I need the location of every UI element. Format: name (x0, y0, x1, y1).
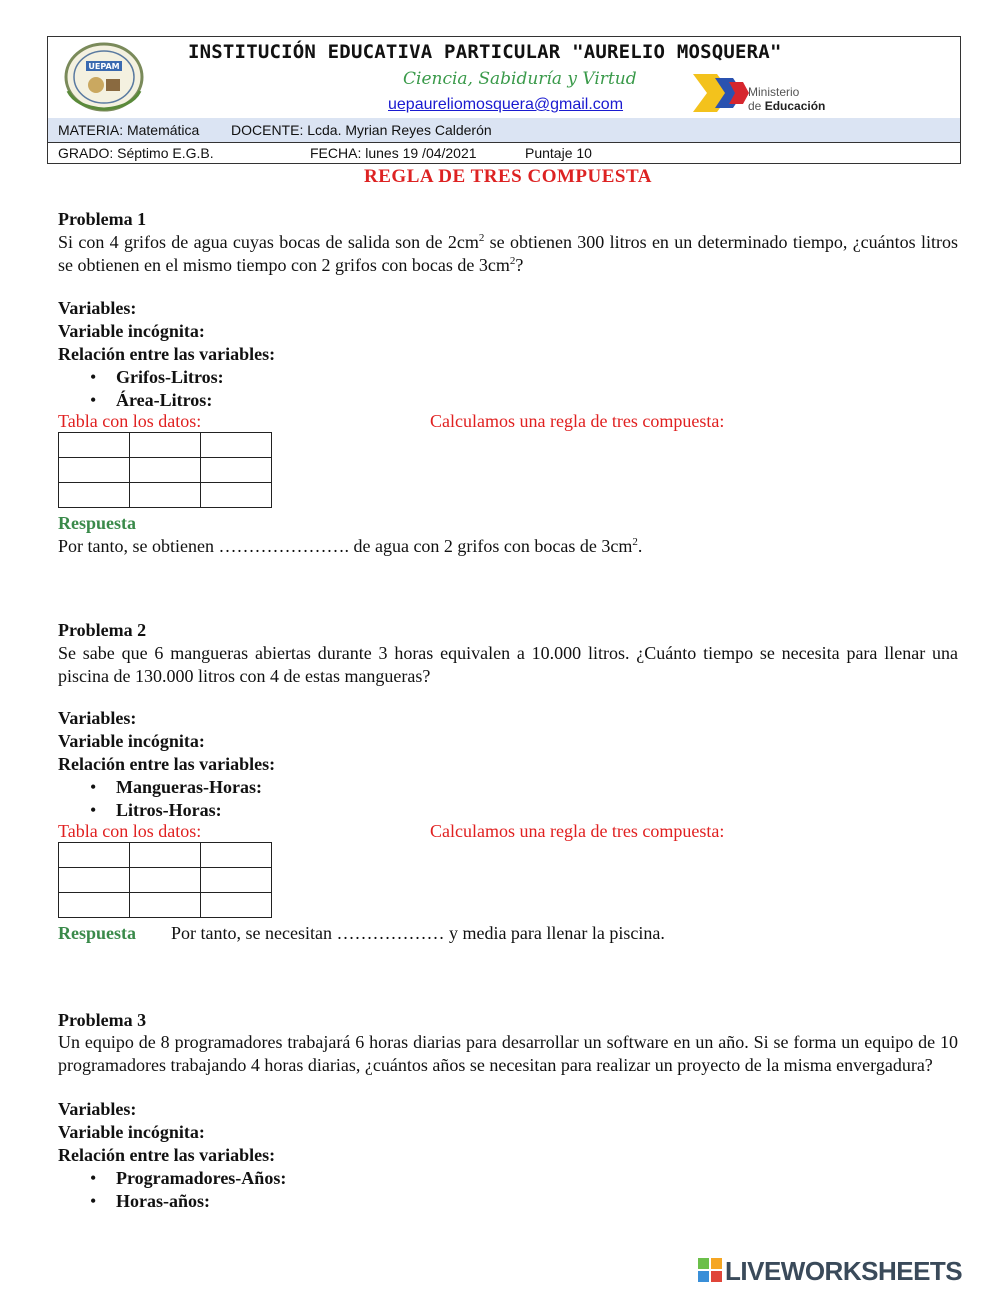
problem-1-answer-label: Respuesta (58, 513, 137, 533)
header-box (47, 36, 961, 164)
problem-1-text-b: se obtienen 300 litros en un determinado tiempo, ¿cuántos litros se obtienen en el mismo tiempo con 2 grifos con bocas de 3cm (58, 232, 959, 275)
table-cell[interactable] (201, 843, 272, 868)
problem-3-statement: Un equipo de 8 programadores trabajará 6 horas diarias para desarrollar un software en un año. Si se forma un equipo de 10 programadores trabajando 4 horas diarias, ¿cuántos años se necesitan para realizar un proyecto de la misma envergadura? (58, 1032, 958, 1075)
problem-1-text-a: Si con 4 grifos de agua cuyas bocas de salida son de 2cm (58, 232, 479, 252)
page-title: REGLA DE TRES COMPUESTA (364, 166, 652, 187)
liveworksheets-icon (698, 1258, 722, 1284)
liveworksheets-text: LIVEWORKSHEETS (725, 1256, 963, 1286)
table-cell[interactable] (59, 483, 130, 508)
table-cell[interactable] (130, 433, 201, 458)
problem-3-relation-item: • Programadores-Años: (116, 1167, 716, 1190)
problem-1-text-c: ? (515, 255, 524, 275)
problem-2-answer-label: Respuesta (58, 923, 137, 943)
table-cell[interactable] (130, 893, 201, 918)
table-cell[interactable] (130, 458, 201, 483)
table-cell[interactable] (201, 893, 272, 918)
table-cell[interactable] (201, 483, 272, 508)
problem-1-relation-label: Relación entre las variables: (58, 344, 276, 364)
problem-1-incognita-label: Variable incógnita: (58, 321, 205, 341)
problem-2-answer: Por tanto, se necesitan ……………… y media para llenar la piscina. (171, 923, 665, 943)
problem-2-variables-label: Variables: (58, 708, 137, 728)
school-logo-text: UEPAM (88, 62, 120, 71)
liveworksheets-logo (698, 1256, 998, 1286)
header-subject-row (48, 118, 960, 143)
score-field: Puntaje 10 (525, 145, 592, 161)
table-cell[interactable] (201, 868, 272, 893)
problem-3-variables-label: Variables: (58, 1099, 137, 1119)
table-cell[interactable] (130, 868, 201, 893)
table-cell[interactable] (130, 843, 201, 868)
table-cell[interactable] (201, 433, 272, 458)
problem-1-table-label: Tabla con los datos: (58, 411, 202, 431)
problem-1-answer-sup: 2 (632, 536, 638, 548)
table-cell[interactable] (201, 458, 272, 483)
problem-2-relation-item: • Mangueras-Horas: (116, 776, 716, 799)
table-cell[interactable] (59, 868, 130, 893)
problem-2-statement: Se sabe que 6 mangueras abiertas durante 3 horas equivalen a 10.000 litros. ¿Cuánto tiempo se necesita para llenar una piscina de 130.000 litros con 4 de estas mangueras? (58, 643, 958, 686)
table-cell[interactable] (59, 843, 130, 868)
problem-1-relation-item: • Área-Litros: (116, 389, 716, 412)
problem-2-data-table (58, 842, 272, 918)
institution-name: INSTITUCIÓN EDUCATIVA PARTICULAR "AURELIO MOSQUERA" (188, 41, 782, 63)
problem-1-title: Problema 1 (58, 209, 147, 229)
problem-1-answer-text: Por tanto, se obtienen …………………. de agua con 2 grifos con bocas de 3cm (58, 536, 633, 556)
problem-1-variables-label: Variables: (58, 298, 137, 318)
ministry-line2-prefix: de (748, 99, 765, 113)
ministry-line2-bold: Educación (764, 99, 826, 113)
problem-2-relation-label: Relación entre las variables: (58, 754, 276, 774)
table-cell[interactable] (59, 458, 130, 483)
problem-1-statement (58, 231, 958, 277)
school-logo-icon (56, 41, 152, 113)
subject-field: MATERIA: Matemática (58, 122, 200, 138)
teacher-field: DOCENTE: Lcda. Myrian Reyes Calderón (231, 122, 492, 138)
problem-1-sup-b: 2 (509, 255, 516, 267)
problem-3-title: Problema 3 (58, 1010, 147, 1030)
problem-2-table-label: Tabla con los datos: (58, 821, 202, 841)
problem-3-relation-label: Relación entre las variables: (58, 1145, 276, 1165)
school-email-link[interactable]: uepaureliomosquera@gmail.com (388, 96, 624, 113)
problem-3-relation-item: • Horas-años: (116, 1190, 716, 1213)
header-grade-row (48, 142, 960, 164)
problem-2-calc-label: Calculamos una regla de tres compuesta: (430, 821, 725, 841)
problem-1-answer-end: . (637, 536, 643, 556)
header-top (48, 37, 960, 119)
problem-3-incognita-label: Variable incógnita: (58, 1122, 205, 1142)
problem-1-answer (58, 535, 958, 558)
problem-1-calc-label: Calculamos una regla de tres compuesta: (430, 411, 725, 431)
grade-field: GRADO: Séptimo E.G.B. (58, 145, 214, 161)
table-cell[interactable] (59, 893, 130, 918)
problem-2-incognita-label: Variable incógnita: (58, 731, 205, 751)
problem-2-title: Problema 2 (58, 620, 147, 640)
problem-2-relation-item: • Litros-Horas: (116, 799, 716, 822)
table-cell[interactable] (59, 433, 130, 458)
table-cell[interactable] (130, 483, 201, 508)
problem-1-relation-item: • Grifos-Litros: (116, 366, 716, 389)
date-field: FECHA: lunes 19 /04/2021 (310, 145, 477, 161)
problem-1-data-table (58, 432, 272, 508)
ministry-line1: Ministerio (748, 85, 800, 99)
school-motto: Ciencia, Sabiduría y Virtud (403, 69, 637, 89)
problem-1-sup-a: 2 (478, 232, 485, 244)
ministry-text (748, 85, 825, 113)
